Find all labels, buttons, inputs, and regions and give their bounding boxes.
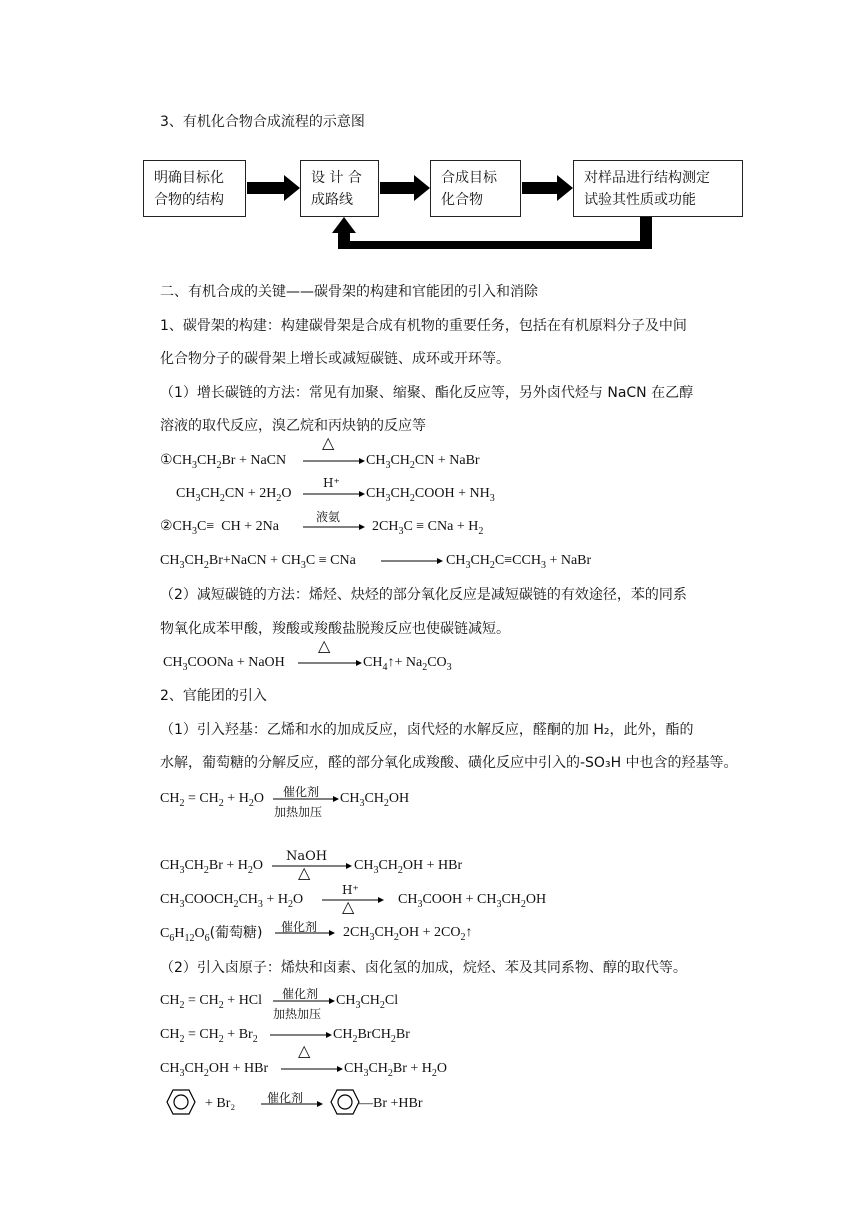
paragraph-line: 1、碳骨架的构建：构建碳骨架是合成有机物的重要任务，包括在有机原料分子及中间 — [160, 318, 687, 334]
condition-liquid-ammonia: 液氨 — [316, 510, 341, 524]
condition-catalyst: 催化剂 — [267, 1091, 304, 1105]
equation-reactants: $CH_3COONa$ + NaOH — [163, 655, 285, 673]
flow-box-line: 明确目标化 — [154, 170, 224, 186]
equation-products: $CH_3COOH + CH_3CH_2OH$ — [398, 892, 547, 910]
reaction-arrow-icon — [303, 448, 365, 468]
equation-products: $2CH_3CH_2OH$ + $2CO_2↑$ — [343, 925, 473, 943]
condition-heat-pressure: 加热加压 — [273, 1007, 322, 1021]
condition-heat: △ — [318, 636, 331, 655]
flow-box-line: 合成目标 — [441, 170, 497, 186]
equation-reactants: $CH_3CH_2OH$ + HBr — [160, 1061, 269, 1079]
equation-products: $CH_4↑+ Na_2CO_3$ — [363, 655, 452, 673]
equation-products: —Br +HBr — [359, 1096, 423, 1111]
equation-reactants: $CH_2 = CH_2 + H_2O$ — [160, 791, 264, 809]
equation-reactants: $CH_3CH_2Br+NaCN + CH_3C$ ≡ CNa — [160, 553, 356, 571]
paragraph-line: 水解，葡萄糖的分解反应，醛的部分氧化成羧酸、磺化反应中引入的-SO₃H 中也含的羟基等。 — [160, 755, 738, 771]
equation-products: $2CH_3C$ ≡ CNa + $H_2$ — [372, 519, 484, 537]
reaction-arrow-icon — [281, 1056, 343, 1076]
equation-reactants: $CH_3CH_2Br + H_2O$ — [160, 858, 264, 876]
equation-reactants: + Br₂ — [205, 1096, 236, 1111]
paragraph-line: 物氧化成苯甲酸，羧酸或羧酸盐脱羧反应也使碳链减短。 — [160, 621, 510, 637]
paragraph-line: （2）引入卤原子：烯炔和卤素、卤化氢的加成，烷烃、苯及其同系物、醇的取代等。 — [160, 960, 687, 976]
feedback-arrow-head-icon — [332, 217, 356, 233]
flow-box-line: 设 计 合 — [311, 170, 362, 186]
feedback-arrow-icon — [344, 217, 652, 249]
equation-reactants: $CH_2 = CH_2 + Br_2$ — [160, 1027, 258, 1045]
flow-box-line: 成路线 — [311, 192, 353, 208]
equation-products: $CH_3CH_2OH$ + HBr — [354, 858, 463, 876]
equation-reactants: $①CH_3CH_2Br$ + NaCN — [160, 453, 287, 471]
equation-products: $CH_3CH_2C\equiv CCH_3$ + NaBr — [446, 553, 592, 571]
condition-catalyst: 催化剂 — [281, 920, 318, 934]
condition-catalyst: 催化剂 — [283, 785, 320, 799]
condition-heat-pressure: 加热加压 — [274, 805, 323, 819]
equation-products: $CH_3CH_2Br + H_2O$ — [344, 1061, 448, 1079]
reaction-arrow-icon — [381, 548, 443, 568]
condition-catalyst: 催化剂 — [282, 987, 319, 1001]
thick-arrow-icon — [522, 175, 573, 201]
condition-heat: △ — [342, 897, 355, 916]
paragraph-line: （1）增长碳链的方法：常见有加聚、缩聚、酯化反应等，另外卤代烃与 NaCN 在乙醇 — [160, 385, 694, 401]
equation-products: $CH_3CH_2OH$ — [340, 791, 410, 809]
equation-reactants: $CH_3CH_2CN + 2H_2O$ — [176, 486, 292, 504]
paragraph-line: （1）引入羟基：乙烯和水的加成反应，卤代烃的水解反应，醛酮的加 H₂，此外，酯的 — [160, 722, 694, 738]
equation-products: $CH_3CH_2CN$ + NaBr — [366, 453, 480, 471]
flow-box-line: 合物的结构 — [154, 192, 224, 208]
equation-reactants: $CH_2 = CH_2$ + HCl — [160, 993, 263, 1011]
equation-products: $CH_3CH_2Cl$ — [336, 993, 399, 1011]
flow-arrows — [0, 0, 860, 270]
flow-box-line: 对样品进行结构测定 — [584, 170, 710, 186]
paragraph-line: 化合物分子的碳骨架上增长或减短碳链、成环或开环等。 — [160, 351, 510, 367]
equation-products: $CH_3CH_2COOH + NH_3$ — [366, 486, 495, 504]
heading-flow-diagram: 3、有机化合物合成流程的示意图 — [160, 114, 365, 130]
subheading: 2、官能团的引入 — [160, 688, 267, 704]
glucose-label: (葡萄糖) — [209, 925, 263, 941]
equation-reactants: $C_6H_{12}O_6$(葡萄糖) — [160, 925, 263, 944]
flow-box-line: 化合物 — [441, 192, 483, 208]
equation-reactants: $CH_3COOCH_2CH_3 + H_2O$ — [160, 892, 304, 910]
section-title: 二、有机合成的关键——碳骨架的构建和官能团的引入和消除 — [160, 284, 538, 300]
equation-reactants: $②CH_3C\equiv$ CH + 2Na — [160, 519, 279, 537]
condition-heat: △ — [298, 863, 311, 882]
benzene-ring-icon — [166, 1088, 196, 1116]
reaction-arrow-icon — [270, 1022, 332, 1042]
thick-arrow-icon — [380, 175, 430, 201]
equation-products: $CH_2BrCH_2Br$ — [333, 1027, 410, 1045]
condition-h-plus: H⁺ — [342, 883, 359, 897]
flow-box-line: 试验其性质或功能 — [584, 192, 696, 208]
condition-heat: △ — [322, 433, 335, 452]
reaction-arrow-icon — [298, 650, 362, 670]
paragraph-line: 溶液的取代反应，溴乙烷和丙炔钠的反应等 — [160, 418, 426, 434]
condition-naoh: NaOH — [286, 849, 328, 864]
condition-heat: △ — [298, 1041, 311, 1060]
paragraph-line: （2）减短碳链的方法：烯烃、炔烃的部分氧化反应是减短碳链的有效途径，苯的同系 — [160, 587, 687, 603]
benzene-ring-icon — [330, 1088, 360, 1116]
thick-arrow-icon — [247, 175, 300, 201]
condition-h-plus: H⁺ — [323, 476, 340, 490]
